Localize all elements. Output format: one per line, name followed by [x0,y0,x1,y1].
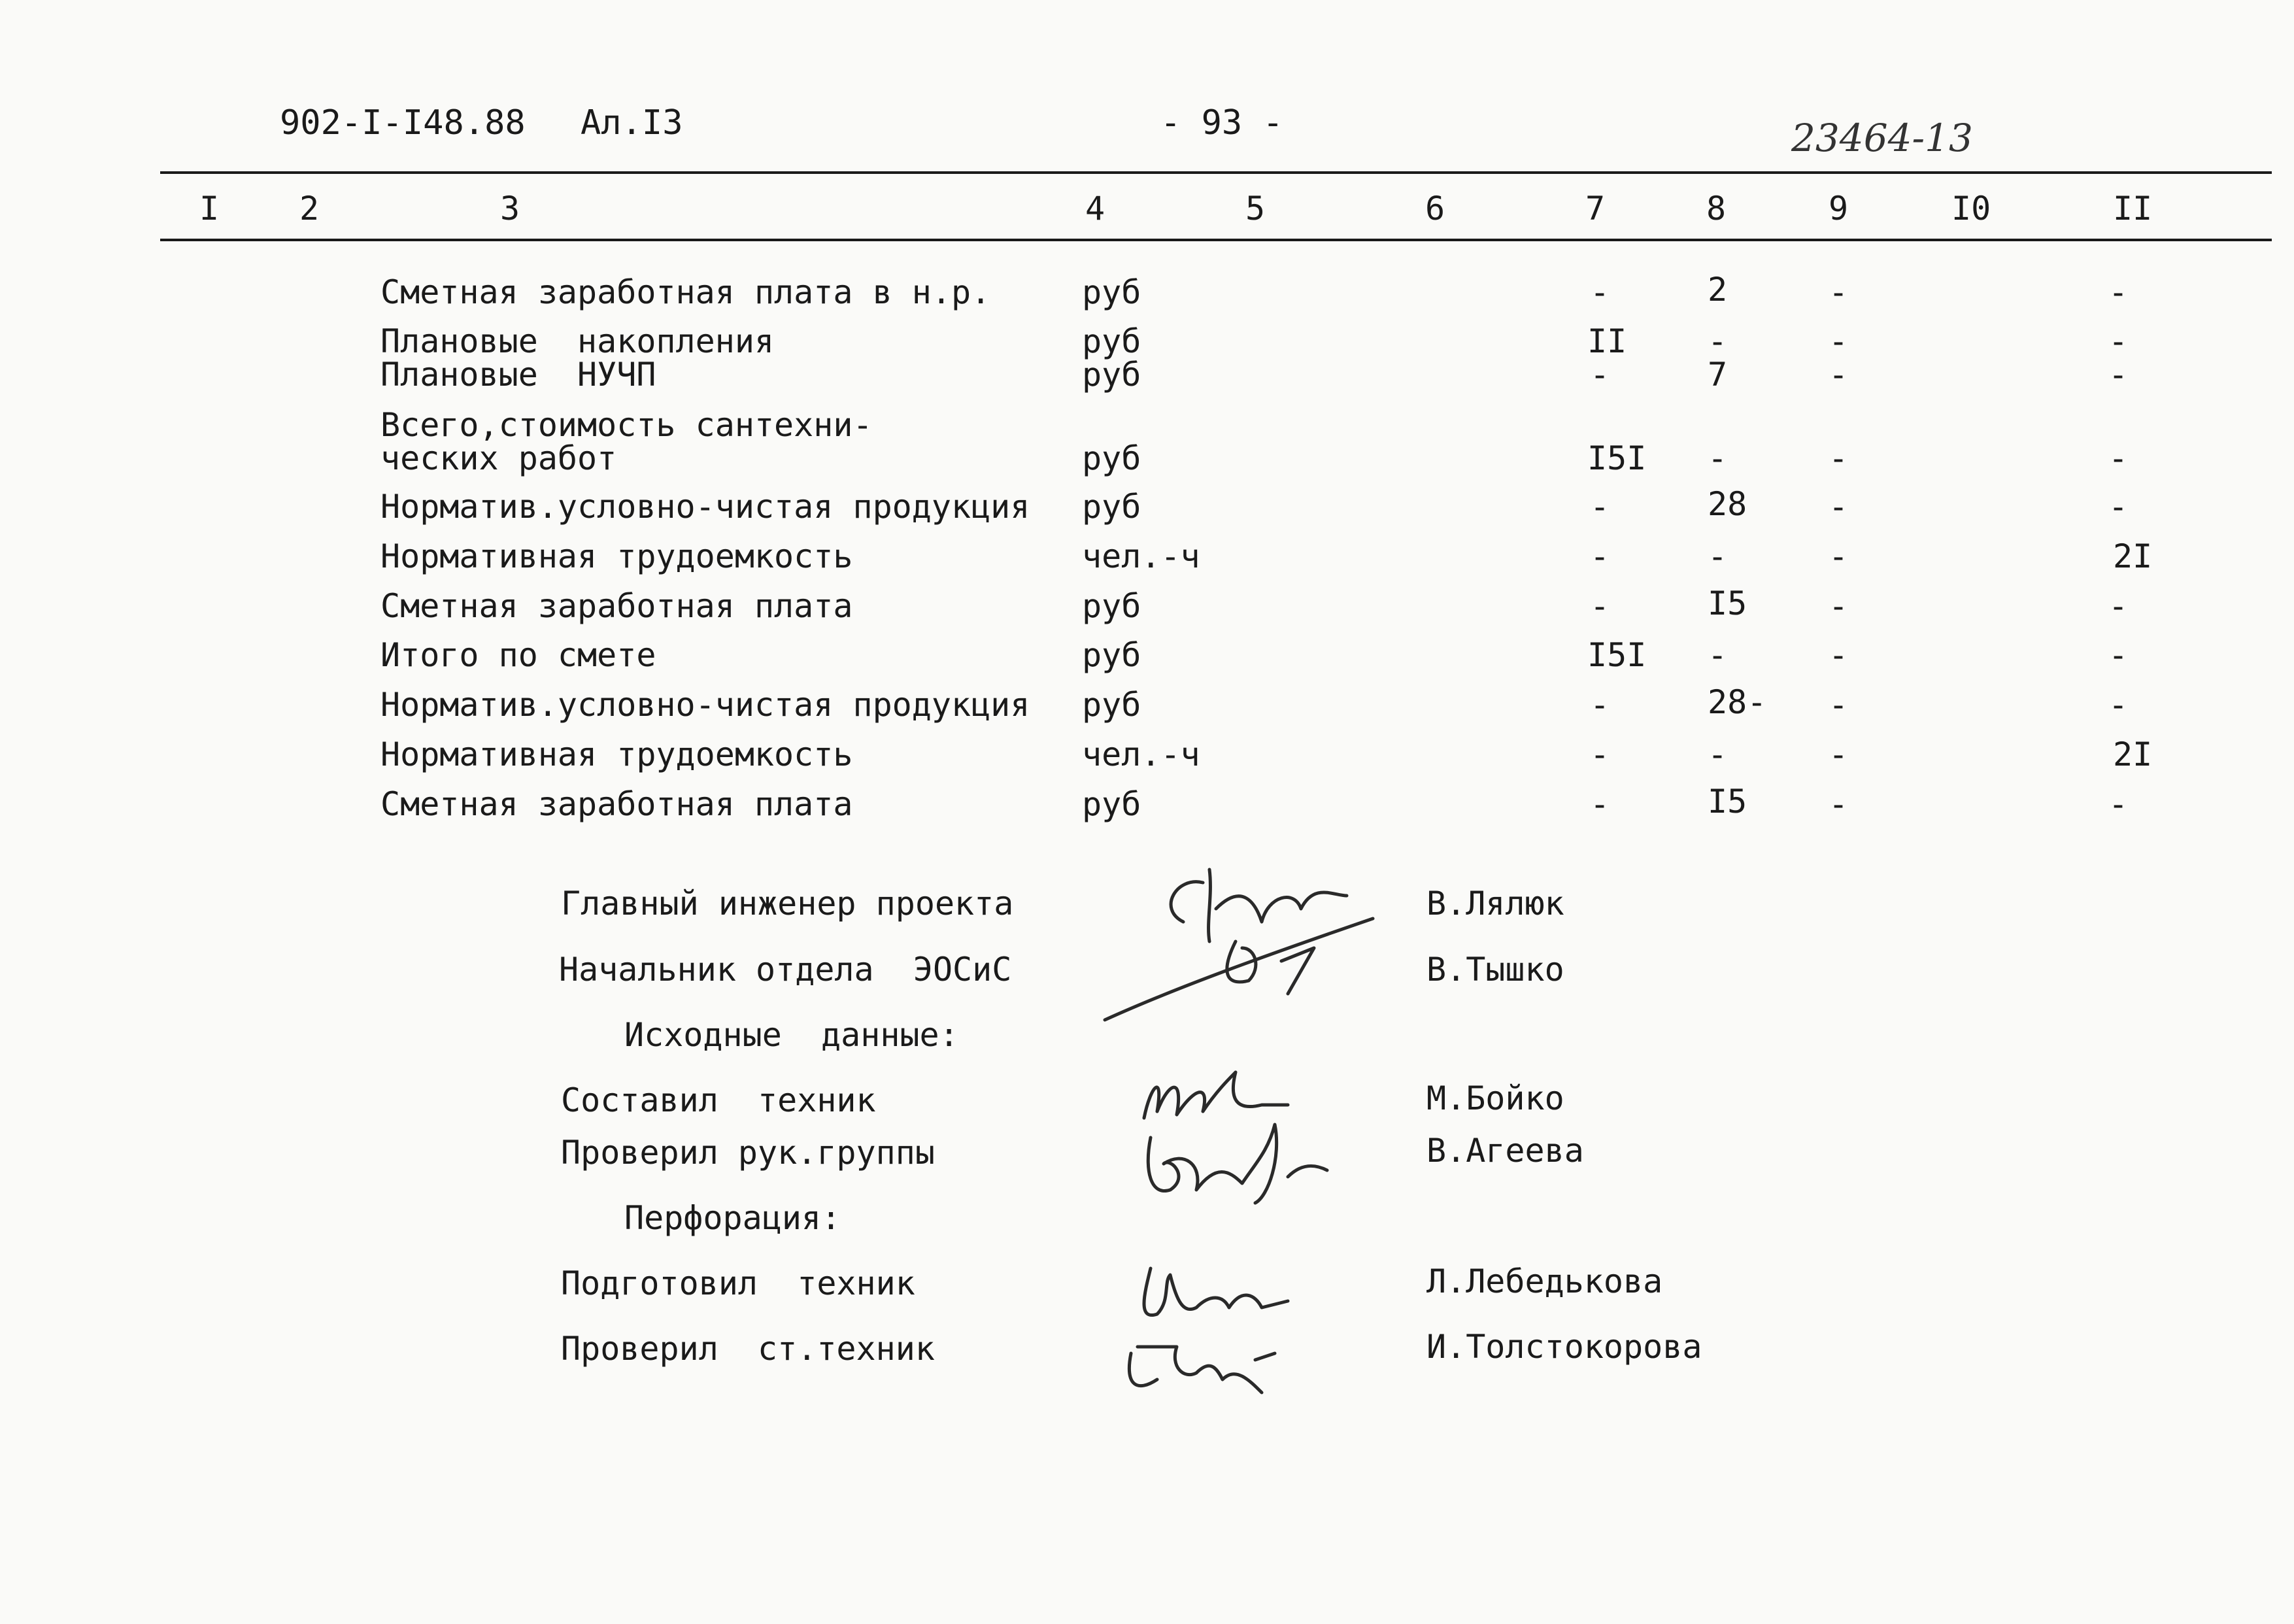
row-unit: чел.-ч [1082,537,1200,575]
cell-col11: - [2108,686,2129,724]
cell-col11: - [2108,322,2129,360]
checked-by-label: Проверил рук.группы [561,1134,935,1172]
row-unit: чел.-ч [1082,736,1200,773]
cell-col9: - [1829,356,1849,394]
cell-col7: - [1590,785,1610,823]
header-rule-bottom [160,239,2272,241]
cell-col7: II [1587,322,1627,360]
row-label: Плановые НУЧП [380,356,656,394]
row-label: Норматив.условно-чистая продукция [380,686,1030,724]
cell-col11: - [2108,488,2129,526]
row-unit: руб [1082,587,1141,625]
cell-col9: - [1829,273,1849,311]
cell-col11: - [2108,785,2129,823]
cell-col9: - [1829,488,1849,526]
prepared-by-label: Подготовил техник [561,1264,915,1302]
row-label: Нормативная трудоемкость [380,537,853,575]
cell-col8: 2 [1708,271,1728,309]
checked-senior-name: И.Толстокорова [1426,1328,1702,1366]
checked-senior-label: Проверил ст.техник [561,1330,935,1368]
row-label-continued: ческих работ [380,439,617,477]
cell-col11: - [2108,439,2129,477]
cell-col9: - [1829,636,1849,674]
col-header-10: I0 [1951,190,1991,228]
cell-col7: - [1590,273,1610,311]
cell-col9: - [1829,322,1849,360]
row-label: Сметная заработная плата [380,587,853,625]
dept-head-label: Начальник отдела ЭОСиС [559,951,1012,989]
chief-engineer-label: Главный инженер проекта [561,885,1014,922]
document-code: 902-I-I48.88 [280,103,526,143]
cell-col9: - [1829,439,1849,477]
cell-col8: - [1708,636,1728,674]
cell-col9: - [1829,785,1849,823]
cell-col11: - [2108,587,2129,625]
cell-col9: - [1829,537,1849,575]
cell-col8: - [1708,537,1728,575]
sheet-number: Ал.I3 [581,103,683,143]
row-label: Норматив.условно-чистая продукция [380,488,1030,526]
cell-col9: - [1829,587,1849,625]
cell-col7: - [1590,736,1610,773]
cell-col8: I5 [1708,584,1747,622]
signature-prepared [1124,1255,1294,1327]
col-header-2: 2 [299,190,320,228]
compiled-by-name: М.Бойко [1426,1079,1564,1117]
col-header-11: II [2113,190,2153,228]
col-header-4: 4 [1085,190,1105,228]
compiled-by-label: Составил техник [561,1081,876,1119]
perforation-heading: Перфорация: [624,1199,841,1237]
row-unit: руб [1082,488,1141,526]
col-header-9: 9 [1829,190,1849,228]
col-header-7: 7 [1585,190,1606,228]
col-header-3: 3 [500,190,520,228]
cell-col8: 7 [1708,356,1728,394]
inventory-number: 23464-13 [1791,116,1973,160]
row-label: Плановые накопления [380,322,775,360]
cell-col8: I5 [1708,783,1747,820]
row-unit: руб [1082,322,1141,360]
checked-by-name: В.Агеева [1426,1132,1584,1170]
cell-col11: 2I [2113,736,2153,773]
cell-col8: 28- [1708,683,1767,721]
cell-col7: - [1590,356,1610,394]
row-label: Нормативная трудоемкость [380,736,853,773]
dept-head-name: В.Тышко [1426,951,1564,989]
row-label: Сметная заработная плата [380,785,853,823]
page-number: - 93 - [1160,103,1283,143]
prepared-by-name: Л.Лебедькова [1426,1262,1663,1300]
signature-checked [1131,1111,1340,1210]
col-header-8: 8 [1706,190,1727,228]
row-label: Сметная заработная плата в н.р. [380,273,991,311]
cell-col7: I5I [1587,439,1647,477]
col-header-6: 6 [1425,190,1445,228]
cell-col8: - [1708,439,1728,477]
row-unit: руб [1082,273,1141,311]
signature-chief-engineer [1098,856,1399,1026]
cell-col8: - [1708,322,1728,360]
row-unit: руб [1082,636,1141,674]
row-label: Итого по смете [380,636,656,674]
col-header-1: I [199,190,220,228]
row-unit: руб [1082,785,1141,823]
row-unit: руб [1082,439,1141,477]
row-unit: руб [1082,356,1141,394]
row-label: Всего,стоимость сантехни- [380,406,873,444]
cell-col8: 28 [1708,485,1747,523]
source-data-heading: Исходные данные: [624,1016,959,1054]
cell-col11: 2I [2113,537,2153,575]
row-unit: руб [1082,686,1141,724]
chief-engineer-name: В.Лялюк [1426,885,1564,922]
cell-col11: - [2108,636,2129,674]
col-header-5: 5 [1245,190,1266,228]
cell-col9: - [1829,736,1849,773]
cell-col9: - [1829,686,1849,724]
header-rule-top [160,171,2272,174]
cell-col7: - [1590,587,1610,625]
cell-col7: I5I [1587,636,1647,674]
cell-col7: - [1590,686,1610,724]
cell-col11: - [2108,356,2129,394]
cell-col8: - [1708,736,1728,773]
cell-col7: - [1590,537,1610,575]
signature-checked-senior [1111,1321,1288,1399]
cell-col11: - [2108,273,2129,311]
cell-col7: - [1590,488,1610,526]
